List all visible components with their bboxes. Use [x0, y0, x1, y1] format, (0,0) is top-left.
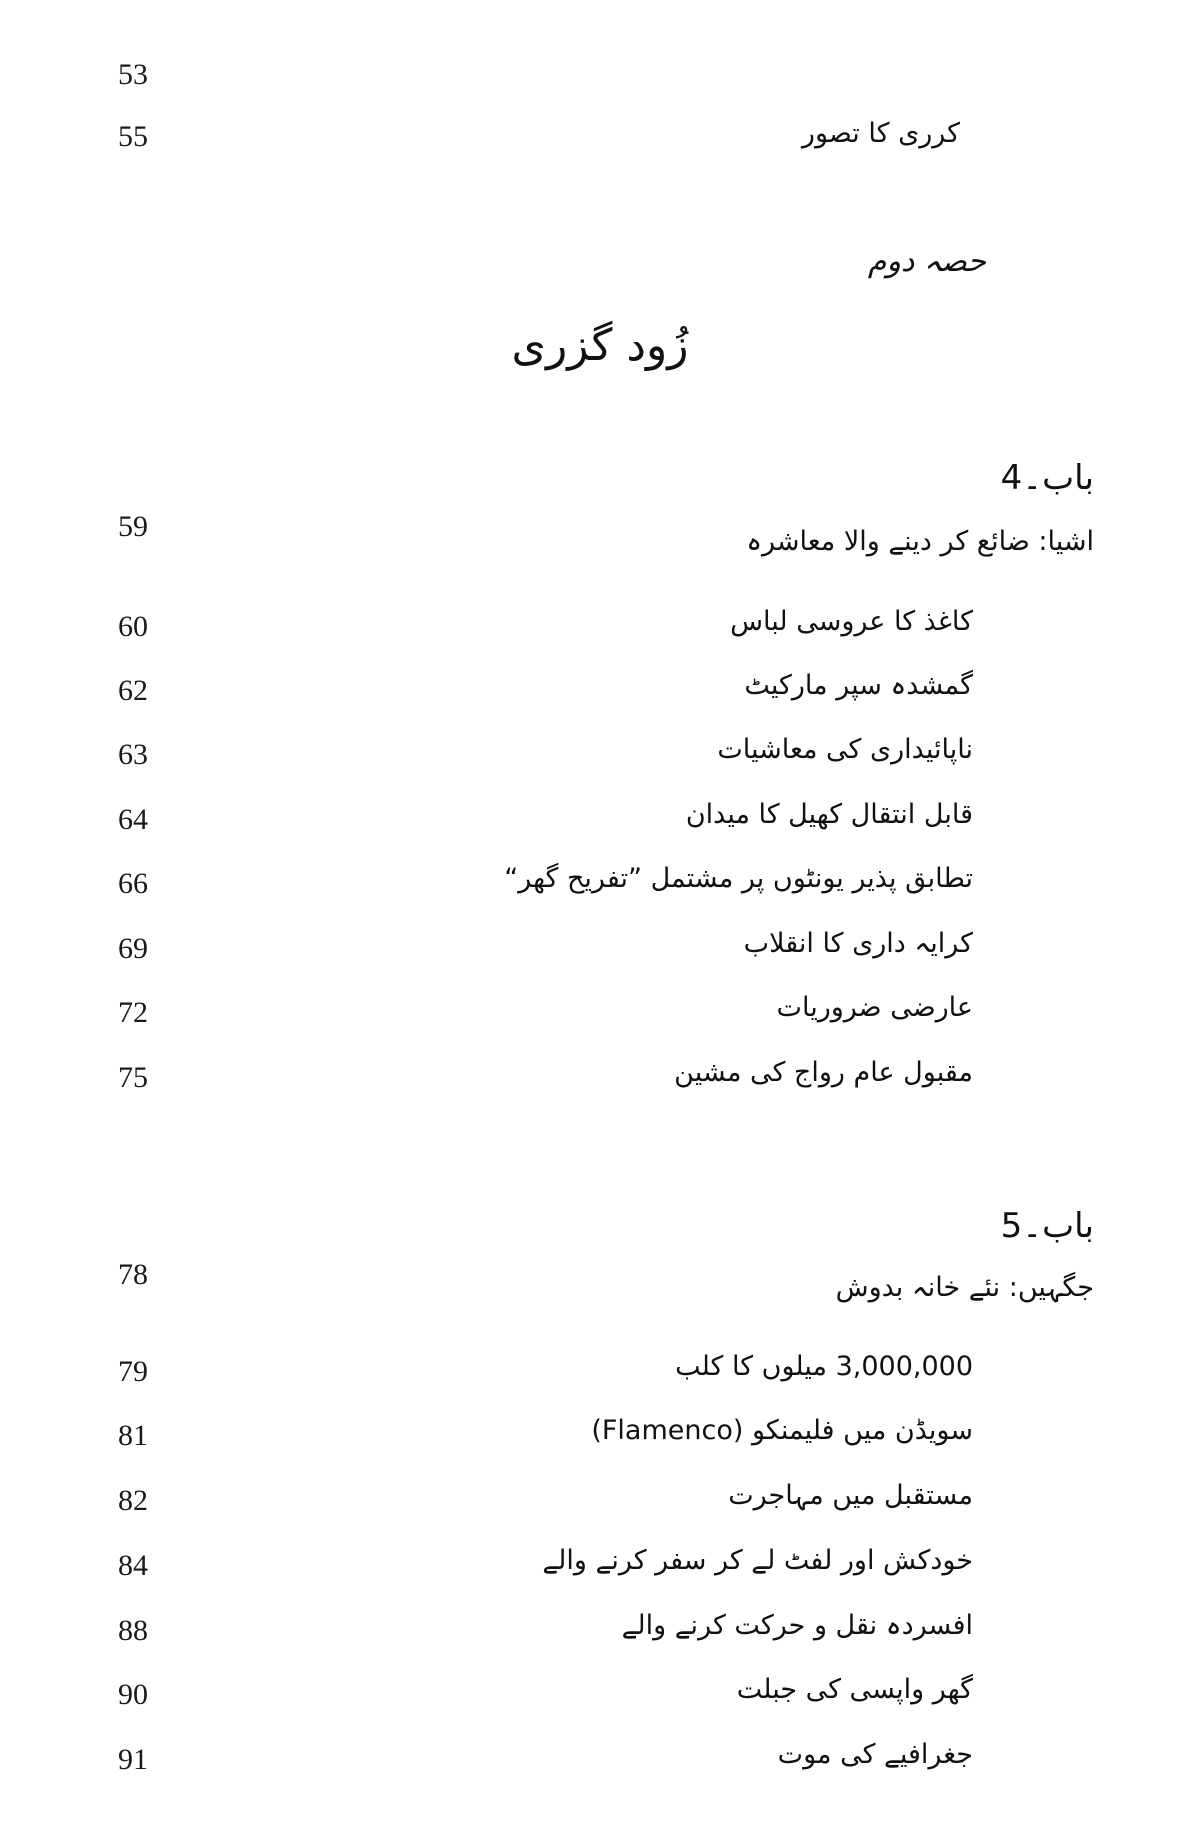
chapter-4-page-number: 59 [118, 510, 148, 543]
toc-page-number: 60 [118, 610, 148, 643]
toc-page-number: 69 [118, 932, 148, 965]
toc-page-number: 62 [118, 674, 148, 707]
chapter-5-page-number: 78 [118, 1258, 148, 1291]
toc-entry-title: قابل انتقال کھیل کا میدان [685, 799, 973, 830]
toc-entry-title: سویڈن میں فلیمنکو (Flamenco) [591, 1415, 973, 1446]
toc-page-number: 75 [118, 1061, 148, 1094]
toc-page-number: 84 [118, 1549, 148, 1582]
toc-page-number: 82 [118, 1484, 148, 1517]
toc-entry-title: خودکش اور لفٹ لے کر سفر کرنے والے [542, 1545, 973, 1576]
part-label: حصہ دوم [867, 244, 986, 279]
toc-page-number: 63 [118, 738, 148, 771]
toc-entry-title: کرری کا تصور [801, 118, 960, 149]
toc-entry-title: مستقبل میں مہاجرت [728, 1480, 973, 1511]
chapter-5-heading: باب۔5 [1000, 1206, 1094, 1246]
toc-page-number: 55 [118, 120, 148, 153]
toc-page-number: 53 [118, 58, 148, 91]
toc-entry-title: 3,000,000 میلوں کا کلب [675, 1351, 973, 1382]
toc-entry-title: افسردہ نقل و حرکت کرنے والے [621, 1610, 973, 1641]
toc-page-number: 88 [118, 1614, 148, 1647]
toc-page-number: 79 [118, 1355, 148, 1388]
toc-entry-title: کرایہ داری کا انقلاب [743, 928, 973, 959]
toc-entry-title: عارضی ضروریات [776, 992, 973, 1023]
toc-entry-title: گمشدہ سپر مارکیٹ [744, 670, 973, 701]
toc-page-number: 90 [118, 1678, 148, 1711]
toc-page-number: 66 [118, 867, 148, 900]
toc-entry-title: جغرافیے کی موت [777, 1739, 973, 1770]
chapter-4-heading: باب۔4 [1000, 458, 1094, 498]
toc-page-number: 91 [118, 1743, 148, 1776]
toc-entry-title: ناپائیداری کی معاشیات [717, 734, 973, 765]
toc-entry-title: کاغذ کا عروسی لباس [730, 606, 973, 637]
toc-page-number: 72 [118, 996, 148, 1029]
toc-entry-title: تطابق پذیر یونٹوں پر مشتمل ”تفریح گھر“ [504, 863, 973, 894]
toc-page-number: 64 [118, 803, 148, 836]
toc-entry-title: گھر واپسی کی جبلت [736, 1674, 973, 1705]
toc-page-number: 81 [118, 1419, 148, 1452]
part-title: زُود گزری [511, 320, 689, 371]
chapter-5-title: جگہیں: نئے خانہ بدوش [835, 1272, 1094, 1303]
toc-entry-title: مقبول عام رواج کی مشین [674, 1057, 973, 1088]
chapter-4-title: اشیا: ضائع کر دینے والا معاشرہ [746, 526, 1094, 557]
